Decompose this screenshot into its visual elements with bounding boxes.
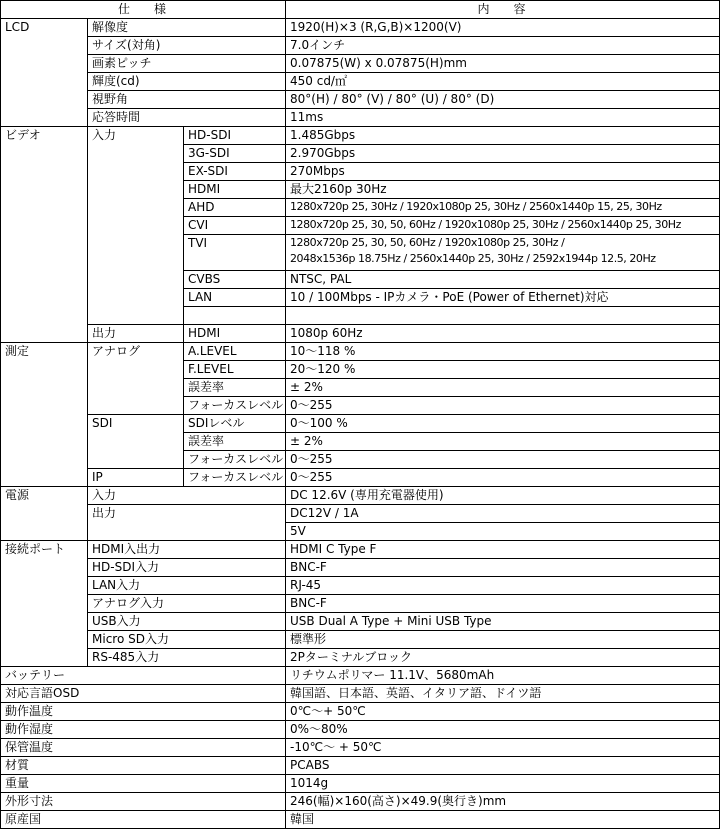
spec-label: 解像度 [88, 19, 286, 37]
spec-label: 出力 [88, 505, 286, 541]
spec-value: ± 2% [286, 433, 720, 451]
table-row [1, 487, 720, 505]
spec-value: RJ-45 [286, 577, 720, 595]
spec-value: 1280x720p 25, 30, 50, 60Hz / 1920x1080p 25, 30Hz / 2560x1440p 25, 30Hz [286, 217, 720, 235]
spec-value: 270Mbps [286, 163, 720, 181]
spec-label: フォーカスレベル [184, 469, 286, 487]
spec-label: アナログ入力 [88, 595, 286, 613]
spec-label: HDMI入出力 [88, 541, 286, 559]
subgroup-analog: アナログ [88, 343, 184, 415]
spec-label: EX-SDI [184, 163, 286, 181]
spec-value: 1080p 60Hz [286, 325, 720, 343]
spec-value: 1280x720p 25, 30Hz / 1920x1080p 25, 30Hz / 2560x1440p 15, 25, 30Hz [286, 199, 720, 217]
table-row [1, 505, 720, 523]
header-content: 内 容 [286, 1, 720, 19]
table-row [1, 811, 720, 829]
spec-label: 入力 [88, 487, 286, 505]
spec-value: DC 12.6V (専用充電器使用) [286, 487, 720, 505]
spec-label: F.LEVEL [184, 361, 286, 379]
table-row [1, 91, 720, 109]
spec-label: SDIレベル [184, 415, 286, 433]
spec-label: バッテリー [1, 667, 286, 685]
spec-value: 450 cd/㎡ [286, 73, 720, 91]
table-row [1, 649, 720, 667]
spec-value: 1920(H)×3 (R,G,B)×1200(V) [286, 19, 720, 37]
spec-value: DC12V / 1A [286, 505, 720, 523]
table-row [1, 721, 720, 739]
spec-value: 標準形 [286, 631, 720, 649]
table-row [1, 109, 720, 127]
spec-value: PCABS [286, 757, 720, 775]
spec-label: 動作温度 [1, 703, 286, 721]
spec-label: 原産国 [1, 811, 286, 829]
spec-value: 0～255 [286, 451, 720, 469]
spec-label: CVBS [184, 271, 286, 289]
spec-label: 重量 [1, 775, 286, 793]
spec-value: 0～255 [286, 397, 720, 415]
spec-label: RS-485入力 [88, 649, 286, 667]
table-row [1, 55, 720, 73]
spec-value: 最大2160p 30Hz [286, 181, 720, 199]
spec-value: -10℃～ + 50℃ [286, 739, 720, 757]
spec-value: 0～255 [286, 469, 720, 487]
spec-label: 誤差率 [184, 379, 286, 397]
spec-label [184, 307, 286, 325]
group-power: 電源 [1, 487, 88, 541]
table-row [1, 73, 720, 91]
spec-value: 11ms [286, 109, 720, 127]
spec-label: HDMI [184, 181, 286, 199]
spec-label: CVI [184, 217, 286, 235]
subgroup-input: 入力 [88, 127, 184, 325]
group-video: ビデオ [1, 127, 88, 343]
table-row [1, 415, 720, 433]
table-row [1, 613, 720, 631]
table-row [1, 667, 720, 685]
spec-value-tvi [286, 235, 720, 271]
spec-label: LAN入力 [88, 577, 286, 595]
spec-label: A.LEVEL [184, 343, 286, 361]
spec-value: 80°(H) / 80° (V) / 80° (U) / 80° (D) [286, 91, 720, 109]
spec-value: 2.970Gbps [286, 145, 720, 163]
table-row [1, 127, 720, 145]
spec-label: HD-SDI入力 [88, 559, 286, 577]
table-row [1, 469, 720, 487]
spec-label: 視野角 [88, 91, 286, 109]
spec-label: USB入力 [88, 613, 286, 631]
group-measure: 測定 [1, 343, 88, 487]
group-ports: 接続ポート [1, 541, 88, 667]
header-row [1, 1, 720, 19]
tvi-line-2: 2048x1536p 18.75Hz / 2560x1440p 25, 30Hz / 2592x1944p 12.5, 20Hz [290, 252, 656, 265]
spec-label: 画素ピッチ [88, 55, 286, 73]
spec-label: 応答時間 [88, 109, 286, 127]
spec-value [286, 307, 720, 325]
table-row [1, 775, 720, 793]
tvi-line-1: 1280x720p 25, 30, 50, 60Hz / 1920x1080p 25, 30Hz / [290, 236, 565, 249]
spec-label: 3G-SDI [184, 145, 286, 163]
spec-label: Micro SD入力 [88, 631, 286, 649]
spec-value: 0.07875(W) x 0.07875(H)mm [286, 55, 720, 73]
subgroup-output: 出力 [88, 325, 184, 343]
table-row [1, 19, 720, 37]
table-row [1, 631, 720, 649]
spec-value: HDMI C Type F [286, 541, 720, 559]
table-row [1, 793, 720, 811]
spec-value: BNC-F [286, 595, 720, 613]
spec-value: BNC-F [286, 559, 720, 577]
spec-value: 2Pターミナルブロック [286, 649, 720, 667]
header-spec: 仕 様 [1, 1, 286, 19]
spec-value: 0℃～+ 50℃ [286, 703, 720, 721]
spec-label: サイズ(対角) [88, 37, 286, 55]
spec-label: 輝度(cd) [88, 73, 286, 91]
table-row [1, 37, 720, 55]
spec-value: NTSC, PAL [286, 271, 720, 289]
spec-value: ± 2% [286, 379, 720, 397]
spec-value: 1.485Gbps [286, 127, 720, 145]
spec-value: 10～118 % [286, 343, 720, 361]
spec-label: 外形寸法 [1, 793, 286, 811]
table-row [1, 559, 720, 577]
spec-value: 韓国語、日本語、英語、イタリア語、ドイツ語 [286, 685, 720, 703]
spec-value: 5V [286, 523, 720, 541]
spec-label: 対応言語OSD [1, 685, 286, 703]
table-row [1, 325, 720, 343]
spec-label: 材質 [1, 757, 286, 775]
spec-value: 20～120 % [286, 361, 720, 379]
spec-label: AHD [184, 199, 286, 217]
table-row [1, 739, 720, 757]
spec-label: HDMI [184, 325, 286, 343]
table-row [1, 685, 720, 703]
spec-label: フォーカスレベル [184, 451, 286, 469]
spec-value: リチウムポリマー 11.1V、5680mAh [286, 667, 720, 685]
subgroup-ip: IP [88, 469, 184, 487]
spec-value: USB Dual A Type + Mini USB Type [286, 613, 720, 631]
table-row [1, 595, 720, 613]
spec-value: 1014g [286, 775, 720, 793]
spec-label: フォーカスレベル [184, 397, 286, 415]
spec-label: HD-SDI [184, 127, 286, 145]
spec-value: 韓国 [286, 811, 720, 829]
subgroup-sdi: SDI [88, 415, 184, 469]
group-lcd: LCD [1, 19, 88, 127]
spec-value: 246(幅)×160(高さ)×49.9(奥行き)mm [286, 793, 720, 811]
spec-label: 誤差率 [184, 433, 286, 451]
table-row [1, 541, 720, 559]
table-row [1, 343, 720, 361]
spec-value: 7.0インチ [286, 37, 720, 55]
table-row [1, 577, 720, 595]
spec-value: 0～100 % [286, 415, 720, 433]
spec-label: 保管温度 [1, 739, 286, 757]
table-row [1, 757, 720, 775]
spec-label: LAN [184, 289, 286, 307]
spec-value: 10 / 100Mbps - IPカメラ・PoE (Power of Ethernet)対応 [286, 289, 720, 307]
spec-label: 動作湿度 [1, 721, 286, 739]
spec-value: 0%～80% [286, 721, 720, 739]
spec-label: TVI [184, 235, 286, 271]
table-row [1, 703, 720, 721]
